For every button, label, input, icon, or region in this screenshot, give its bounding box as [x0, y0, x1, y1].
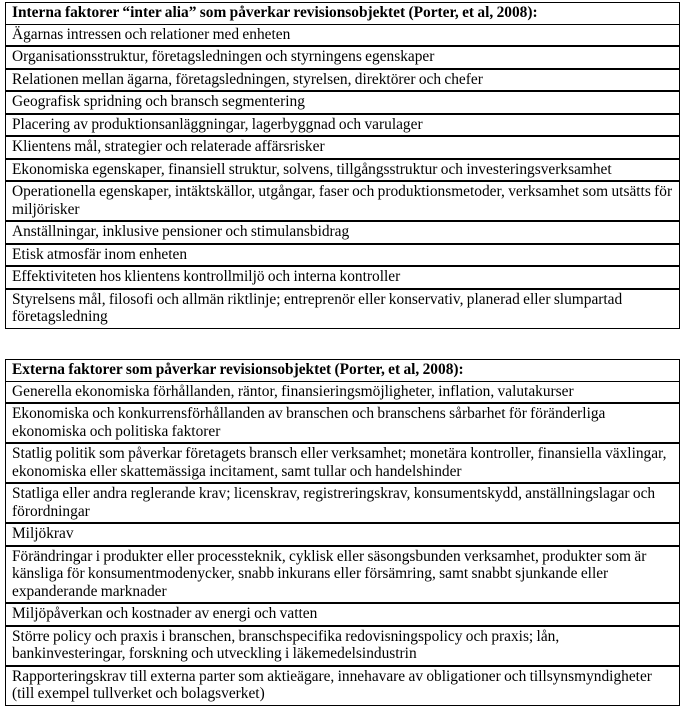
- table-row: [6, 483, 680, 523]
- external-factors-header: Externa faktorer som påverkar revisionsobjektet (Porter, et al, 2008):: [6, 360, 680, 382]
- table-cell: Klientens mål, strategier och relaterade affärsrisker: [6, 136, 680, 159]
- table-cell: Rapporteringskrav till externa parter som aktieägare, innehavare av obligationer och tillsynsmyndigheter (till exempel tullverket och bolagsverket): [6, 666, 680, 706]
- table-cell: Större policy och praxis i branschen, branschspecifika redovisningspolicy och praxis; lån, bankinvesteringar, forskning och utveckling i läkemedelsindustrin: [6, 626, 680, 666]
- table-cell: Ekonomiska egenskaper, finansiell struktur, solvens, tillgångsstruktur och investeringsverksamhet: [6, 159, 680, 182]
- table-header-row: [6, 360, 680, 382]
- table-row: [6, 523, 680, 546]
- table-row: [6, 289, 680, 329]
- table-cell: Effektiviteten hos klientens kontrollmiljö och interna kontroller: [6, 266, 680, 289]
- table-row: [6, 244, 680, 267]
- table-header-row: [6, 3, 680, 25]
- table-row: [6, 626, 680, 666]
- table-cell: Styrelsens mål, filosofi och allmän riktlinje; entreprenör eller konservativ, planerad eller slumpartad företagsledning: [6, 289, 680, 329]
- table-cell: Miljökrav: [6, 523, 680, 546]
- internal-factors-table: [5, 2, 680, 329]
- table-row: [6, 69, 680, 92]
- table-cell: Operationella egenskaper, intäktskällor, utgångar, faser och produktionsmetoder, verksamhet som utsätts för miljörisker: [6, 181, 680, 221]
- table-cell: Ekonomiska och konkurrensförhållanden av branschen och branschens sårbarhet för föränderliga ekonomiska och politiska faktorer: [6, 403, 680, 443]
- table-cell: Placering av produktionsanläggningar, lagerbyggnad och varulager: [6, 114, 680, 137]
- table-cell: Geografisk spridning och bransch segmentering: [6, 91, 680, 114]
- table-cell: Etisk atmosfär inom enheten: [6, 244, 680, 267]
- table-cell: Miljöpåverkan och kostnader av energi och vatten: [6, 603, 680, 626]
- table-cell: Förändringar i produkter eller processteknik, cyklisk eller säsongsbunden verksamhet, produkter som är känsliga för konsumentmodenycker, snabb inkurans eller försämring, samt snabbt sjunkande eller expanderande marknader: [6, 546, 680, 604]
- table-row: [6, 266, 680, 289]
- external-factors-table: [5, 359, 680, 706]
- table-row: [6, 666, 680, 706]
- table-cell: Statlig politik som påverkar företagets bransch eller verksamhet; monetära kontroller, finansiella växlingar, ekonomiska eller skattemässiga incitament, samt tullar och handelshinder: [6, 443, 680, 483]
- table-cell: Generella ekonomiska förhållanden, räntor, finansieringsmöjligheter, inflation, valutakurser: [6, 381, 680, 403]
- table-cell: Anställningar, inklusive pensioner och stimulansbidrag: [6, 221, 680, 244]
- table-cell: Organisationsstruktur, företagsledningen och styrningens egenskaper: [6, 46, 680, 69]
- table-row: [6, 603, 680, 626]
- table-row: [6, 91, 680, 114]
- table-row: [6, 546, 680, 604]
- table-row: [6, 403, 680, 443]
- table-cell: Relationen mellan ägarna, företagsledningen, styrelsen, direktörer och chefer: [6, 69, 680, 92]
- table-cell: Statliga eller andra reglerande krav; licenskrav, registreringskrav, konsumentskydd, anställningslagar och förordningar: [6, 483, 680, 523]
- table-row: [6, 159, 680, 182]
- table-row: [6, 136, 680, 159]
- table-row: [6, 46, 680, 69]
- internal-factors-header: Interna faktorer “inter alia” som påverkar revisionsobjektet (Porter, et al, 2008):: [6, 3, 680, 25]
- table-row: [6, 114, 680, 137]
- table-cell: Ägarnas intressen och relationer med enheten: [6, 24, 680, 46]
- table-row: [6, 221, 680, 244]
- table-row: [6, 443, 680, 483]
- table-row: [6, 381, 680, 403]
- table-row: [6, 181, 680, 221]
- table-row: [6, 24, 680, 46]
